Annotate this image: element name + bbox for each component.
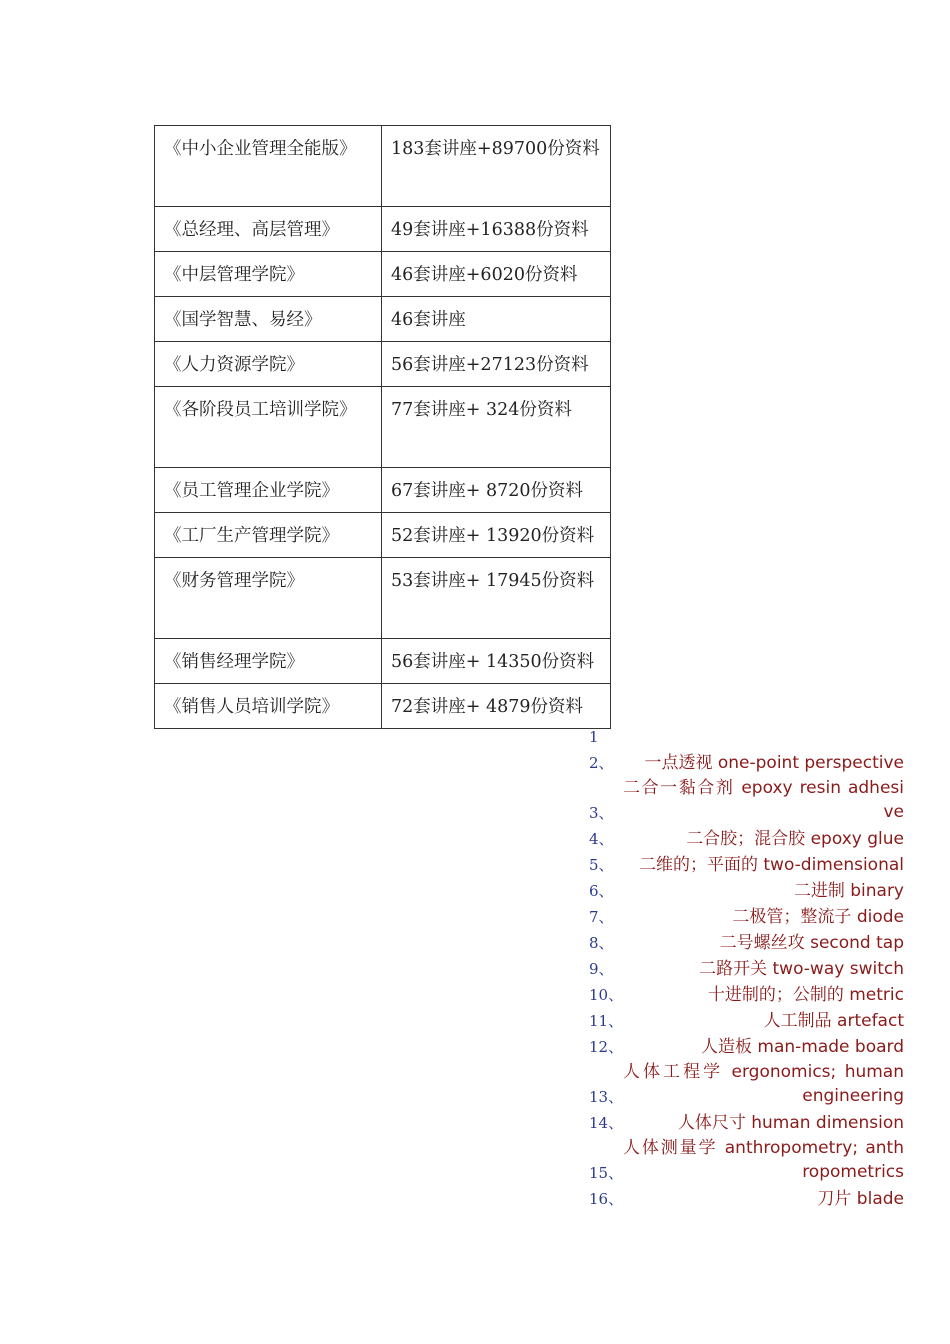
table-row	[155, 252, 611, 297]
item-number: 6、	[589, 882, 614, 900]
course-detail: 52套讲座+ 13920份资料	[382, 513, 611, 558]
item-number: 7、	[589, 908, 614, 926]
list-item	[589, 1008, 904, 1034]
table-row	[155, 684, 611, 729]
course-detail: 46套讲座+6020份资料	[382, 252, 611, 297]
course-name: 《总经理、高层管理》	[155, 207, 382, 252]
course-detail: 46套讲座	[382, 297, 611, 342]
term-text: 一点透视 one-point perspective	[644, 753, 904, 773]
term-text: 人体尺寸 human dimension	[677, 1113, 904, 1133]
list-item	[589, 776, 904, 826]
term-text: 二号螺丝攻 second tap	[719, 933, 904, 953]
list-item	[589, 750, 904, 776]
item-number: 11、	[589, 1012, 624, 1030]
course-table	[154, 125, 611, 729]
course-detail: 56套讲座+27123份资料	[382, 342, 611, 387]
course-detail: 49套讲座+16388份资料	[382, 207, 611, 252]
course-name: 《人力资源学院》	[155, 342, 382, 387]
term-text-line1: 二合一黏合剂 epoxy resin adhesi	[623, 778, 904, 798]
list-item	[589, 1034, 904, 1060]
term-text: 二路开关 two-way switch	[699, 959, 904, 979]
item-number: 10、	[589, 986, 624, 1004]
course-name: 《中层管理学院》	[155, 252, 382, 297]
list-item	[589, 956, 904, 982]
table-row	[155, 558, 611, 639]
course-name: 《工厂生产管理学院》	[155, 513, 382, 558]
item-number: 14、	[589, 1114, 624, 1132]
term-text: 十进制的；公制的 metric	[707, 985, 904, 1005]
table-row	[155, 126, 611, 207]
list-item	[589, 852, 904, 878]
course-name: 《中小企业管理全能版》	[155, 126, 382, 207]
course-detail: 56套讲座+ 14350份资料	[382, 639, 611, 684]
course-detail: 53套讲座+ 17945份资料	[382, 558, 611, 639]
table-row	[155, 207, 611, 252]
course-name: 《财务管理学院》	[155, 558, 382, 639]
list-item	[589, 1136, 904, 1186]
term-text	[623, 1136, 904, 1184]
course-detail: 72套讲座+ 4879份资料	[382, 684, 611, 729]
course-name: 《销售经理学院》	[155, 639, 382, 684]
term-text	[623, 1060, 904, 1108]
term-text-line2: ve	[883, 802, 904, 822]
list-item	[589, 1060, 904, 1110]
course-name: 《各阶段员工培训学院》	[155, 387, 382, 468]
glossary-list	[589, 724, 904, 1212]
course-detail: 67套讲座+ 8720份资料	[382, 468, 611, 513]
item-number: 9、	[589, 960, 614, 978]
item-number: 1	[589, 728, 599, 746]
term-text-line2: engineering	[802, 1086, 904, 1106]
list-item	[589, 1186, 904, 1212]
item-number: 15、	[589, 1164, 624, 1182]
item-number: 12、	[589, 1038, 624, 1056]
course-detail: 183套讲座+89700份资料	[382, 126, 611, 207]
course-detail: 77套讲座+ 324份资料	[382, 387, 611, 468]
item-number: 2、	[589, 754, 614, 772]
term-text-line1: 人体工程学 ergonomics; human	[623, 1062, 904, 1082]
table-row	[155, 387, 611, 468]
list-item	[589, 982, 904, 1008]
term-text: 二进制 binary	[793, 881, 904, 901]
list-item	[589, 724, 904, 750]
item-number: 4、	[589, 830, 614, 848]
list-item	[589, 878, 904, 904]
term-text	[623, 776, 904, 824]
term-text: 二极管；整流子 diode	[732, 907, 904, 927]
list-item	[589, 904, 904, 930]
table-row	[155, 297, 611, 342]
item-number: 5、	[589, 856, 614, 874]
item-number: 13、	[589, 1088, 624, 1106]
table-row	[155, 342, 611, 387]
course-name: 《销售人员培训学院》	[155, 684, 382, 729]
table-row	[155, 468, 611, 513]
term-text: 人造板 man-made board	[700, 1037, 904, 1057]
term-text: 人工制品 artefact	[763, 1011, 904, 1031]
term-text-line2: ropometrics	[802, 1162, 904, 1182]
list-item	[589, 826, 904, 852]
term-text: 二合胶；混合胶 epoxy glue	[686, 829, 904, 849]
term-text: 二维的；平面的 two-dimensional	[638, 855, 904, 875]
term-text-line1: 人体测量学 anthropometry; anth	[623, 1138, 904, 1158]
course-name: 《员工管理企业学院》	[155, 468, 382, 513]
item-number: 3、	[589, 804, 614, 822]
item-number: 16、	[589, 1190, 624, 1208]
table-row	[155, 513, 611, 558]
item-number: 8、	[589, 934, 614, 952]
list-item	[589, 930, 904, 956]
course-name: 《国学智慧、易经》	[155, 297, 382, 342]
table-row	[155, 639, 611, 684]
term-text: 刀片 blade	[817, 1189, 904, 1209]
list-item	[589, 1110, 904, 1136]
